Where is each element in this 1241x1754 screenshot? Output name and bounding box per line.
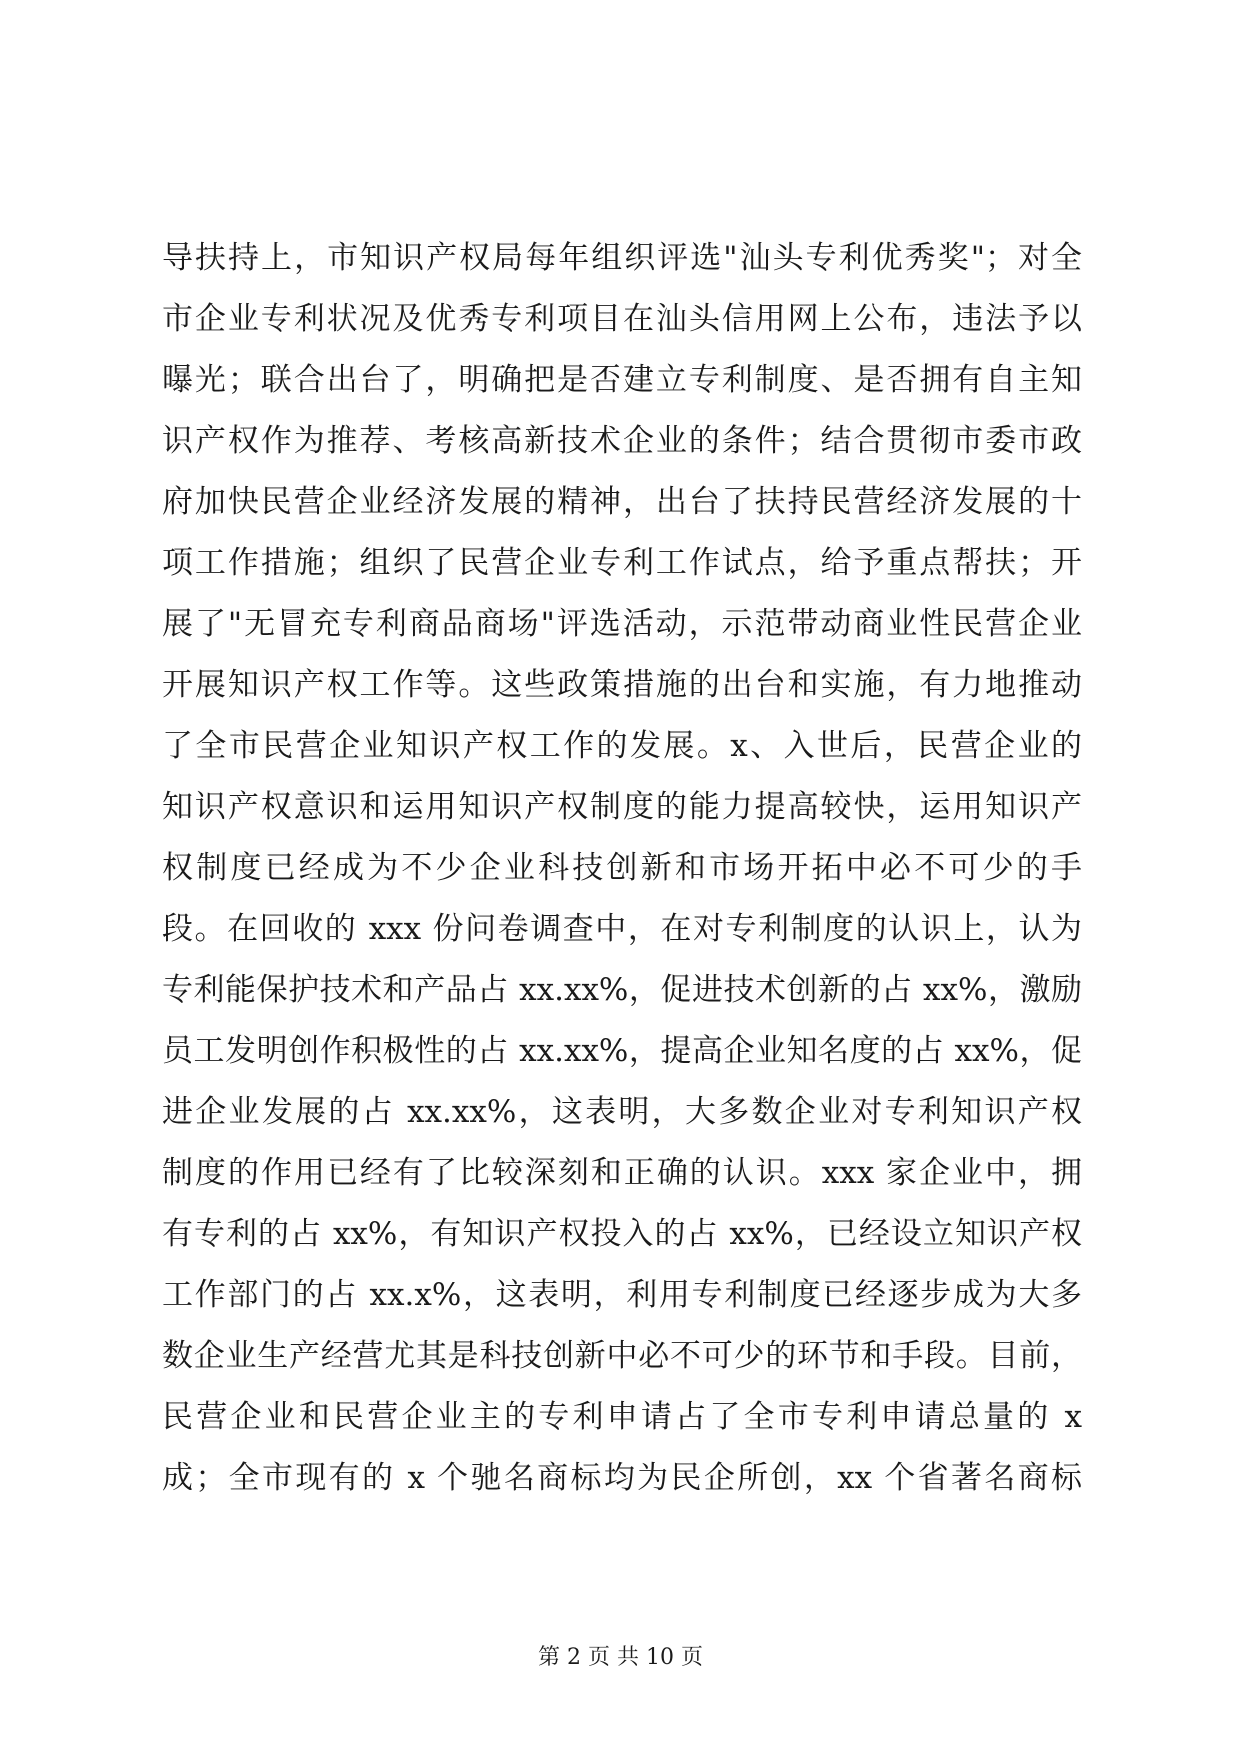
text-line: 制度的作用已经有了比较深刻和正确的认识。xxx 家企业中，拥 [162,1155,1082,1191]
text-line: 曝光；联合出台了，明确把是否建立专利制度、是否拥有自主知 [162,362,1082,398]
text-line: 工作部门的占 xx.x%，这表明，利用专利制度已经逐步成为大多 [162,1277,1082,1313]
text-line: 专利能保护技术和产品占 xx.xx%，促进技术创新的占 xx%，激励 [162,972,1082,1008]
text-line: 员工发明创作积极性的占 xx.xx%，提高企业知名度的占 xx%，促 [162,1033,1082,1069]
text-line: 开展知识产权工作等。这些政策措施的出台和实施，有力地推动 [162,667,1082,703]
text-line: 知识产权意识和运用知识产权制度的能力提高较快，运用知识产 [162,789,1082,825]
text-line: 展了"无冒充专利商品商场"评选活动，示范带动商业性民营企业 [162,606,1082,642]
text-line: 段。在回收的 xxx 份问卷调查中，在对专利制度的认识上，认为 [162,911,1082,947]
text-line: 权制度已经成为不少企业科技创新和市场开拓中必不可少的手 [162,850,1082,886]
text-line: 有专利的占 xx%，有知识产权投入的占 xx%，已经设立知识产权 [162,1216,1082,1252]
text-line: 数企业生产经营尤其是科技创新中必不可少的环节和手段。目前， [162,1338,1082,1374]
text-line: 识产权作为推荐、考核高新技术企业的条件；结合贯彻市委市政 [162,423,1082,459]
text-line: 了全市民营企业知识产权工作的发展。x、入世后，民营企业的 [162,728,1082,764]
text-line: 府加快民营企业经济发展的精神，出台了扶持民营经济发展的十 [162,484,1082,520]
text-line: 成；全市现有的 x 个驰名商标均为民企所创，xx 个省著名商标 [162,1460,1082,1496]
text-line: 导扶持上，市知识产权局每年组织评选"汕头专利优秀奖"；对全 [162,240,1082,276]
body-text [162,228,1082,1509]
text-line: 市企业专利状况及优秀专利项目在汕头信用网上公布，违法予以 [162,301,1082,337]
text-line: 民营企业和民营企业主的专利申请占了全市专利申请总量的 x [162,1399,1082,1435]
page-number-footer: 第 2 页 共 10 页 [538,1645,703,1670]
text-line: 进企业发展的占 xx.xx%，这表明，大多数企业对专利知识产权 [162,1094,1082,1130]
text-line: 项工作措施；组织了民营企业专利工作试点，给予重点帮扶；开 [162,545,1082,581]
